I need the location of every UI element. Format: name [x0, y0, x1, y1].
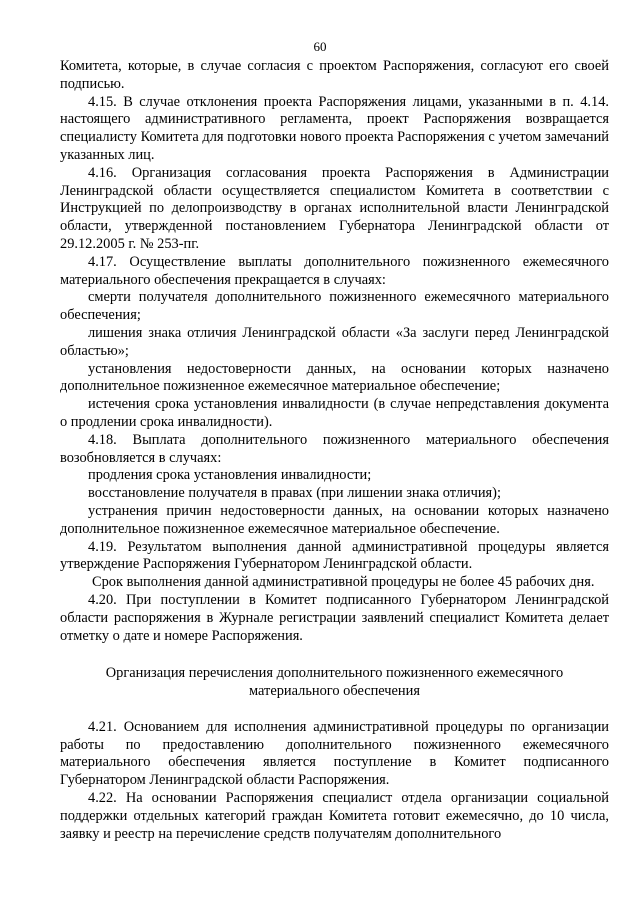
paragraph-4-18: 4.18. Выплата дополнительного пожизненного материального обеспечения возобновляется в случаях:: [60, 431, 609, 466]
list-item-deprivation: лишения знака отличия Ленинградской области «За заслуги перед Ленинградской областью»;: [60, 324, 609, 359]
document-body: [60, 58, 609, 843]
paragraph-4-21: 4.21. Основанием для исполнения административной процедуры по организации работы по предоставлению дополнительного пожизненного ежемесячного материального обеспечения является поступление в Комитет подписанного Губернатором Ленинградской области Распоряжения.: [60, 718, 609, 789]
paragraph-4-16: 4.16. Организация согласования проекта Распоряжения в Администрации Ленинградской области осуществляется специалистом Комитета в соответствии с Инструкцией по делопроизводству в органах исполнительной власти Ленинградской области, утвержденной постановлением Губернатора Ленинградской области от 29.12.2005 г. № 253-пг.: [60, 164, 609, 252]
paragraph-4-17: 4.17. Осуществление выплаты дополнительного пожизненного ежемесячного материального обеспечения прекращается в случаях:: [60, 253, 609, 288]
paragraph-4-15: 4.15. В случае отклонения проекта Распоряжения лицами, указанными в п. 4.14. настоящего административного регламента, проект Распоряжения возвращается специалисту Комитета для подготовки нового проекта Распоряжения с учетом замечаний указанных лиц.: [60, 93, 609, 163]
paragraph-4-19: 4.19. Результатом выполнения данной административной процедуры является утверждение Распоряжения Губернатором Ленинградской области.: [60, 538, 609, 573]
list-item-disability-expiry: истечения срока установления инвалидности (в случае непредставления документа о продлении срока инвалидности).: [60, 396, 609, 430]
paragraph-4-20: 4.20. При поступлении в Комитет подписанного Губернатором Ленинградской области распоряжения в Журнале регистрации заявлений специалист Комитета делает отметку о дате и номере Распоряжения.: [60, 591, 609, 644]
list-item-rights-restoration: восстановление получателя в правах (при лишении знака отличия);: [88, 485, 501, 502]
paragraph-4-22: 4.22. На основании Распоряжения специалист отдела организации социальной поддержки отдельных категорий граждан Комитета готовит ежемесячно, до 10 числа, заявку и реестр на перечисление средств получателям дополнительного: [60, 790, 609, 842]
list-item-unreliable-data: установления недостоверности данных, на основании которых назначено дополнительное пожизненное ежемесячное материальное обеспечение;: [60, 360, 609, 395]
list-item-death: смерти получателя дополнительного пожизненного ежемесячного материального обеспечения;: [60, 289, 609, 324]
section-heading: Организация перечисления дополнительного пожизненного ежемесячного материального обеспечения: [105, 665, 564, 700]
list-item-disability-extension: продления срока установления инвалидности;: [88, 467, 372, 484]
list-item-remedy-unreliable-data: устранения причин недостоверности данных, на основании которых назначено дополнительное пожизненное ежемесячное материальное обеспечение.: [60, 502, 609, 537]
paragraph-continuation: Комитета, которые, в случае согласия с проектом Распоряжения, согласуют его своей подписью.: [60, 58, 609, 92]
paragraph-deadline: Срок выполнения данной административной процедуры не более 45 рабочих дня.: [92, 574, 595, 591]
page-number: 60: [313, 39, 327, 54]
